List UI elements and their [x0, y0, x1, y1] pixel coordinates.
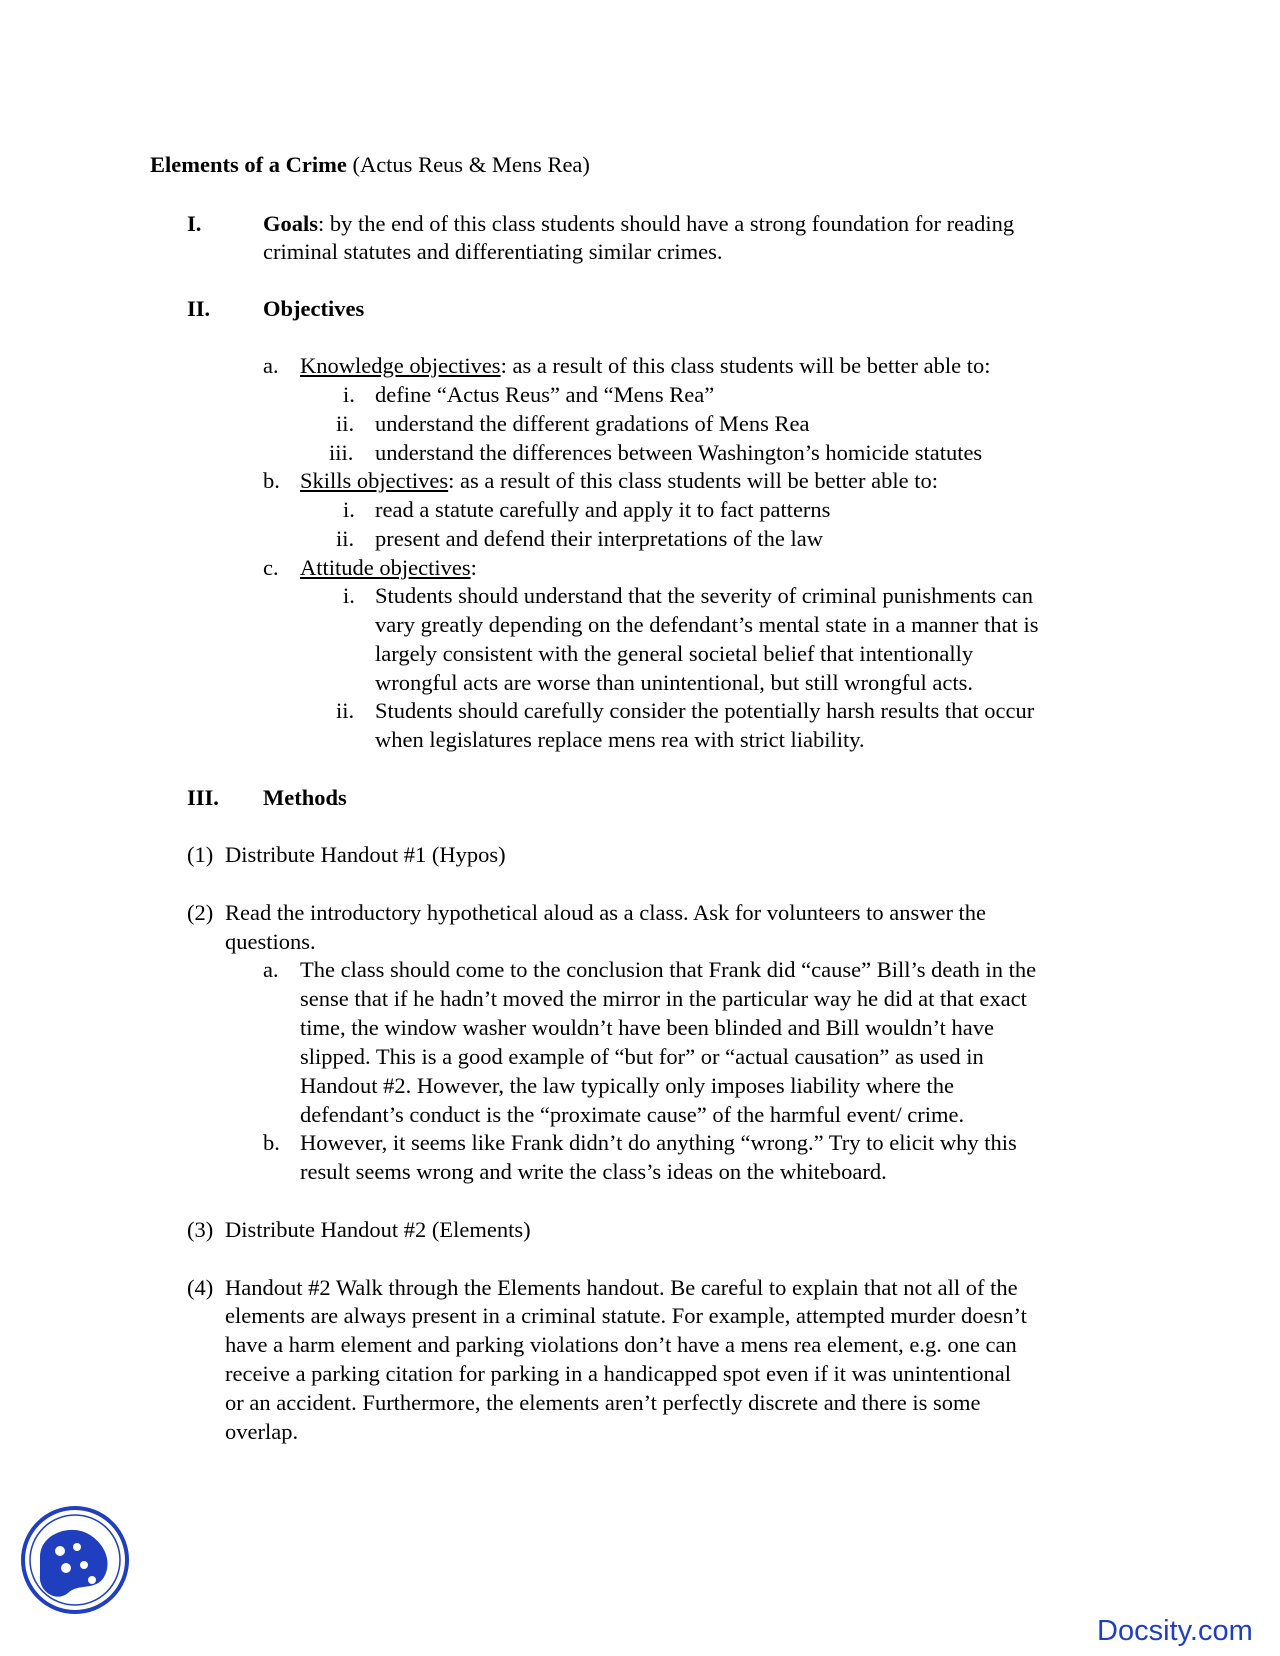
attitude-label: Attitude objectives	[300, 555, 471, 580]
attitude-item-line: vary greatly depending on the defendant’s mental state in a manner that is	[375, 612, 1039, 637]
knowledge-rest: : as a result of this class students will be better able to:	[500, 353, 991, 378]
attitude-item-marker: ii.	[336, 698, 355, 723]
goals-label: Goals	[263, 211, 319, 236]
method-marker: (4)	[187, 1275, 214, 1300]
knowledge-item-marker: ii.	[336, 411, 355, 436]
method-sub-line: sense that if he hadn’t moved the mirror in the particular way he did at that exact	[300, 986, 1027, 1011]
knowledge-item: understand the different gradations of Mens Rea	[375, 411, 810, 436]
method-line: overlap.	[225, 1419, 299, 1444]
method-line: or an accident. Furthermore, the elements aren’t perfectly discrete and there is some	[225, 1390, 981, 1415]
skills-item-marker: i.	[343, 497, 355, 522]
title-rest: (Actus Reus & Mens Rea)	[346, 152, 590, 177]
attitude-item-line: Students should understand that the severity of criminal punishments can	[375, 583, 1034, 608]
docsity-logo-icon	[20, 1505, 130, 1615]
method-marker: (3)	[187, 1217, 214, 1242]
knowledge-marker: a.	[263, 353, 279, 378]
method-line: receive a parking citation for parking in a handicapped spot even if it was unintentional	[225, 1361, 1011, 1386]
skills-item: read a statute carefully and apply it to fact patterns	[375, 497, 831, 522]
skills-rest: : as a result of this class students will be better able to:	[448, 468, 939, 493]
attitude-objectives	[300, 557, 477, 580]
method-sub-line: result seems wrong and write the class’s ideas on the whiteboard.	[300, 1159, 887, 1184]
knowledge-item-marker: i.	[343, 382, 355, 407]
skills-objectives	[300, 470, 938, 493]
method-sub-marker: b.	[263, 1130, 280, 1155]
document-title	[150, 154, 590, 177]
method-marker: (2)	[187, 900, 214, 925]
method-line: Read the introductory hypothetical aloud as a class. Ask for volunteers to answer the	[225, 900, 987, 925]
methods-heading: Methods	[263, 785, 347, 810]
knowledge-objectives	[300, 355, 990, 378]
title-bold: Elements of a Crime	[150, 152, 347, 177]
goals-text: : by the end of this class students should have a strong foundation for reading	[318, 211, 1015, 236]
objectives-heading: Objectives	[263, 296, 365, 321]
section-numeral-methods: III.	[187, 785, 219, 810]
attitude-item-line: when legislatures replace mens rea with strict liability.	[375, 727, 865, 752]
docsity-watermark-text[interactable]: Docsity.com	[1097, 1615, 1253, 1647]
skills-label: Skills objectives	[300, 468, 449, 493]
attitude-item-marker: i.	[343, 583, 355, 608]
attitude-item-line: largely consistent with the general societal belief that intentionally	[375, 641, 974, 666]
section-numeral-goals: I.	[187, 211, 202, 236]
skills-item: present and defend their interpretations of the law	[375, 526, 823, 551]
method-line: Distribute Handout #1 (Hypos)	[225, 842, 506, 867]
method-line: Distribute Handout #2 (Elements)	[225, 1217, 531, 1242]
method-sub-line: The class should come to the conclusion that Frank did “cause” Bill’s death in the	[300, 957, 1037, 982]
knowledge-item: define “Actus Reus” and “Mens Rea”	[375, 382, 715, 407]
knowledge-item: understand the differences between Washington’s homicide statutes	[375, 440, 983, 465]
attitude-item-line: Students should carefully consider the potentially harsh results that occur	[375, 698, 1035, 723]
goals-line-1	[263, 213, 1014, 236]
method-line: elements are always present in a criminal statute. For example, attempted murder doesn’t	[225, 1303, 1027, 1328]
goals-line-2: criminal statutes and differentiating similar crimes.	[263, 239, 723, 264]
method-line: Handout #2 Walk through the Elements handout. Be careful to explain that not all of the	[225, 1275, 1018, 1300]
method-sub-line: defendant’s conduct is the “proximate cause” of the harmful event/ crime.	[300, 1102, 965, 1127]
knowledge-item-marker: iii.	[329, 440, 354, 465]
knowledge-label: Knowledge objectives	[300, 353, 501, 378]
attitude-item-line: wrongful acts are worse than unintentional, but still wrongful acts.	[375, 670, 973, 695]
method-marker: (1)	[187, 842, 214, 867]
skills-item-marker: ii.	[336, 526, 355, 551]
skills-marker: b.	[263, 468, 280, 493]
attitude-marker: c.	[263, 555, 279, 580]
section-numeral-objectives: II.	[187, 296, 211, 321]
attitude-rest: :	[470, 555, 477, 580]
method-sub-line: slipped. This is a good example of “but for” or “actual causation” as used in	[300, 1044, 984, 1069]
method-sub-line: time, the window washer wouldn’t have been blinded and Bill wouldn’t have	[300, 1015, 995, 1040]
method-line: have a harm element and parking violations don’t have a mens rea element, e.g. one can	[225, 1332, 1017, 1357]
method-sub-line: However, it seems like Frank didn’t do anything “wrong.” Try to elicit why this	[300, 1130, 1017, 1155]
method-sub-line: Handout #2. However, the law typically only imposes liability where the	[300, 1073, 954, 1098]
method-line: questions.	[225, 929, 316, 954]
method-sub-marker: a.	[263, 957, 279, 982]
